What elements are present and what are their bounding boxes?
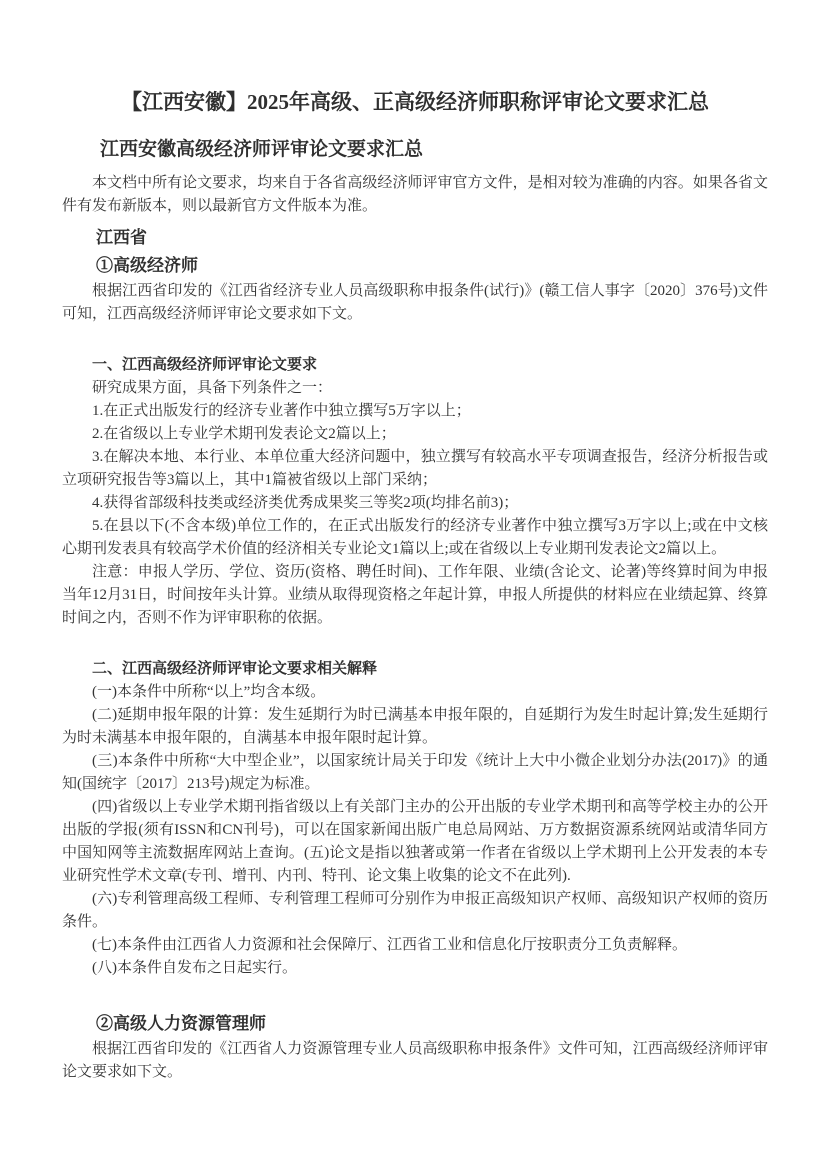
subsection-2-heading: ②高级人力资源管理师 <box>96 1014 266 1033</box>
explanation-item-4-5: (四)省级以上专业学术期刊指省级以上有关部门主办的公开出版的专业学术期刊和高等学校主办的公开出版的学报(须有ISSN和CN刊号)，可以在国家新闻出版广电总局网站、万方数据资源系统网站或清华同方中国知网等主流数据库网站上查询。(五)论文是指以独著或第一作者在省级以上学术期刊上公开发表的本专业研究性学术文章(专刊、增刊、内刊、特刊、论文集上收集的论文不在此列). <box>62 799 768 884</box>
explanation-item-3: (三)本条件中所称“大中型企业”，以国家统计局关于印发《统计上大中小微企业划分办法(2017)》的通知(国统字〔2017〕213号)规定为标准。 <box>62 753 768 792</box>
explanation-item-1: (一)本条件中所称“以上”均含本级。 <box>92 684 326 700</box>
requirement-item-2: 2.在省级以上专业学术期刊发表论文2篇以上； <box>92 426 396 442</box>
province-heading: 江西省 <box>96 228 147 247</box>
requirement-item-4: 4.获得省部级科技类或经济类优秀成果奖三等奖2项(均排名前3)； <box>92 495 519 511</box>
requirement-intro-line: 研究成果方面，具备下列条件之一： <box>92 380 333 396</box>
intro-paragraph: 本文档中所有论文要求，均来自于各省高级经济师评审官方文件，是相对较为准确的内容。如果各省文件有发布新版本，则以最新官方文件版本为准。 <box>62 175 768 214</box>
requirement-item-3: 3.在解决本地、本行业、本单位重大经济问题中，独立撰写有较高水平专项调查报告，经济分析报告或立项研究报告等3篇以上，其中1篇被省级以上部门采纳； <box>62 449 768 488</box>
explanation-item-7: (七)本条件由江西省人力资源和社会保障厅、江西省工业和信息化厅按职责分工负责解释。 <box>92 937 687 953</box>
explanation-item-6: (六)专利管理高级工程师、专利管理工程师可分别作为申报正高级知识产权师、高级知识产权师的资历条件。 <box>62 891 768 930</box>
summary-heading: 江西安徽高级经济师评审论文要求汇总 <box>100 139 424 160</box>
requirement-item-1: 1.在正式出版发行的经济专业著作中独立撰写5万字以上； <box>92 403 471 419</box>
requirement-item-5: 5.在县以下(不含本级)单位工作的，在正式出版发行的经济专业著作中独立撰写3万字以上;或在中文核心期刊发表具有较高学术价值的经济相关专业论文1篇以上;或在省级以上专业期刊发表论文2篇以上。 <box>62 518 768 557</box>
requirement-note: 注意：申报人学历、学位、资历(资格、聘任时间)、工作年限、业绩(含论文、论著)等终算时间为申报当年12月31日，时间按年头计算。业绩从取得现资格之年起计算，申报人所提供的材料应在业绩起算、终算时间之内，否则不作为评审职称的依据。 <box>62 564 768 626</box>
subsection-2-intro: 根据江西省印发的《江西省人力资源管理专业人员高级职称申报条件》文件可知，江西高级经济师评审论文要求如下文。 <box>62 1041 768 1080</box>
explanation-item-2: (二)延期申报年限的计算：发生延期行为时已满基本申报年限的，自延期行为发生时起计算;发生延期行为时未满基本申报年限的，自满基本申报年限时起计算。 <box>62 707 768 746</box>
subsection-1-intro: 根据江西省印发的《江西省经济专业人员高级职称申报条件(试行)》(赣工信人事字〔2020〕376号)文件可知，江西高级经济师评审论文要求如下文。 <box>62 283 768 322</box>
requirements-1-heading: 一、江西高级经济师评审论文要求 <box>92 357 318 373</box>
subsection-1-heading: ①高级经济师 <box>96 256 198 275</box>
document-title: 【江西安徽】2025年高级、正高级经济师职称评审论文要求汇总 <box>121 90 709 114</box>
explanation-item-8: (八)本条件自发布之日起实行。 <box>92 960 297 976</box>
requirements-2-heading: 二、江西高级经济师评审论文要求相关解释 <box>92 661 378 677</box>
